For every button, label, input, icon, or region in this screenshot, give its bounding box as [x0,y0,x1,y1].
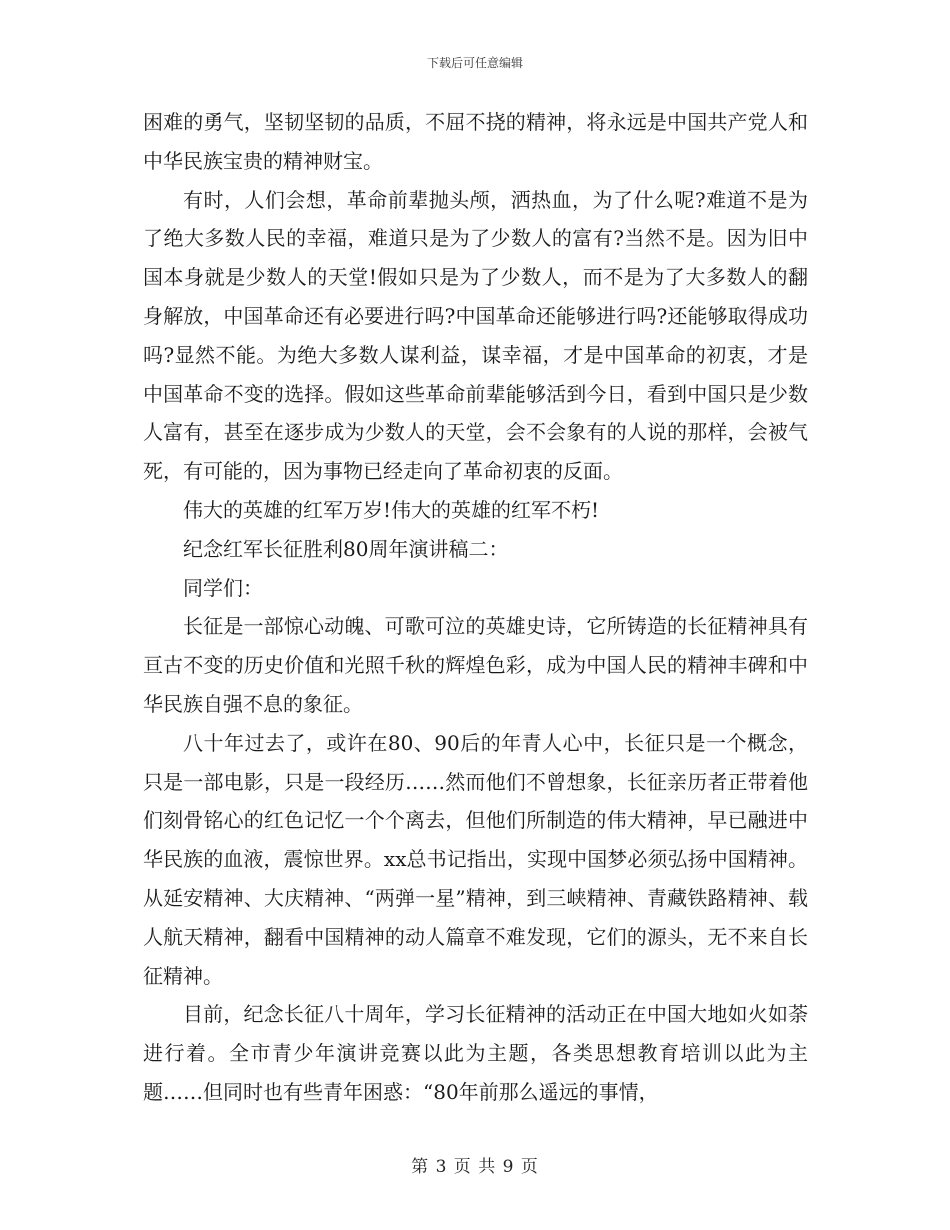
paragraph-continuation: 困难的勇气，坚韧坚韧的品质，不屈不挠的精神，将永远是中国共产党人和中华民族宝贵的精神财宝。 [143,110,808,173]
paragraph-slogan: 伟大的英雄的红军万岁!伟大的英雄的红军不朽! [183,497,600,522]
page-number-footer: 第 3 页 共 9 页 [411,1157,539,1177]
paragraph-eighty-years: 八十年过去了，或许在80、90后的年青人心中，长征只是一个概念，只是一部电影，只是一段经历……然而他们不曾想象，长征亲历者正带着他们刻骨铭心的红色记忆一个个离去，但他们所制造的伟大精神，早已融进中华民族的血液，震惊世界。xx总书记指出，实现中国梦必须弘扬中国精神。从延安精神、大庆精神、“两弹一星”精神，到三峡精神、青藏铁路精神、载人航天精神，翻看中国精神的动人篇章不难发现，它们的源头，无不来自长征精神。 [143,730,808,988]
document-body [143,103,808,1112]
paragraph-current-activities: 目前，纪念长征八十周年，学习长征精神的活动正在中国大地如火如荼进行着。全市青少年演讲竞赛以此为主题，各类思想教育培训以此为主题……但同时也有些青年困惑：“80年前那么遥远的事情， [143,1002,808,1104]
page-header-note: 下载后可任意编辑 [426,56,523,70]
paragraph-long-march-epic: 长征是一部惊心动魄、可歌可泣的英雄史诗，它所铸造的长征精神具有亘古不变的历史价值和光照千秋的辉煌色彩，成为中国人民的精神丰碑和中华民族自强不息的象征。 [143,614,808,716]
paragraph-salutation: 同学们： [183,575,263,600]
paragraph-revolution-purpose: 有时，人们会想，革命前辈抛头颅，洒热血，为了什么呢?难道不是为了绝大多数人民的幸福，难道只是为了少数人的富有?当然不是。因为旧中国本身就是少数人的天堂!假如只是为了少数人，而不是为了大多数人的翻身解放，中国革命还有必要进行吗?中国革命还能够进行吗?还能够取得成功吗?显然不能。为绝大多数人谋利益，谋幸福，才是中国革命的初衷，才是中国革命不变的选择。假如这些革命前辈能够活到今日，看到中国只是少数人富有，甚至在逐步成为少数人的天堂，会不会象有的人说的那样，会被气死，有可能的，因为事物已经走向了革命初衷的反面。 [143,187,808,484]
section-heading: 纪念红军长征胜利80周年演讲稿二： [183,536,509,561]
